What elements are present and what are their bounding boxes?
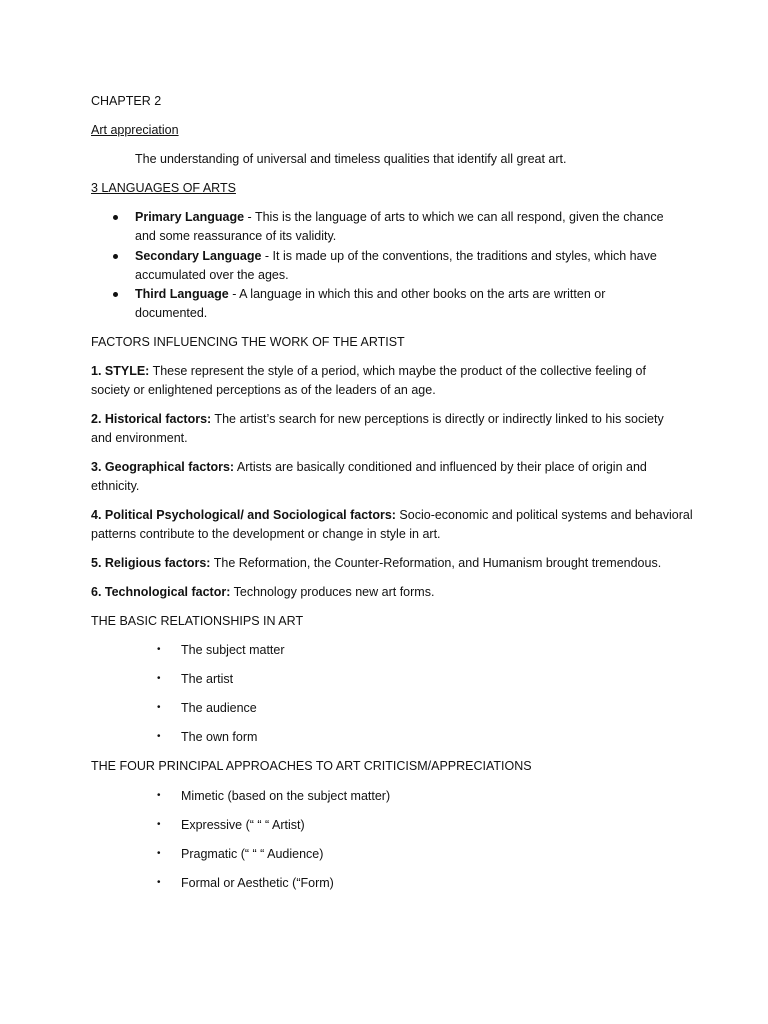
factor-term: 3. Geographical factors:: [91, 460, 235, 474]
factors-heading: FACTORS INFLUENCING THE WORK OF THE ARTIST: [91, 335, 405, 349]
list-item-continuation: documented.: [135, 306, 208, 320]
factor-term: 4. Political Psychological/ and Sociological factors:: [91, 508, 396, 522]
factor-desc: Artists are basically conditioned and influenced by their place of origin and: [234, 460, 647, 474]
chapter-title: CHAPTER 2: [91, 94, 162, 108]
factor-continuation: and environment.: [91, 431, 188, 445]
bullet-icon: •: [157, 848, 161, 859]
art-appreciation-definition: The understanding of universal and timeless qualities that identify all great art.: [135, 152, 567, 166]
factor-desc: Technology produces new art forms.: [230, 585, 435, 599]
list-item: Formal or Aesthetic (“Form): [181, 876, 334, 890]
bullet-icon: [113, 215, 118, 220]
art-appreciation-heading: Art appreciation: [91, 123, 179, 137]
bullet-icon: •: [157, 790, 161, 801]
factor-term: 5. Religious factors:: [91, 556, 211, 570]
language-term: Secondary Language: [135, 249, 262, 263]
list-item: [135, 247, 657, 266]
factor-desc: Socio-economic and political systems and behavioral: [395, 508, 693, 522]
list-item: The subject matter: [181, 643, 285, 657]
relationships-heading: THE BASIC RELATIONSHIPS IN ART: [91, 614, 304, 628]
approaches-heading: THE FOUR PRINCIPAL APPROACHES TO ART CRITICISM/APPRECIATIONS: [91, 759, 532, 773]
factor-item: [91, 362, 646, 381]
language-desc: - This is the language of arts to which we can all respond, given the chance: [244, 210, 664, 224]
factor-desc: The artist’s search for new perceptions is directly or indirectly linked to his society: [211, 412, 664, 426]
factor-item: [91, 410, 664, 429]
language-desc: - It is made up of the conventions, the traditions and styles, which have: [261, 249, 657, 263]
factor-item: [91, 583, 434, 602]
factor-desc: These represent the style of a period, which maybe the product of the collective feeling of: [149, 364, 646, 378]
list-item: [135, 285, 605, 304]
factor-item: [91, 458, 647, 477]
factor-desc: The Reformation, the Counter-Reformation, and Humanism brought tremendous.: [210, 556, 662, 570]
list-item: The artist: [181, 672, 234, 686]
factor-continuation: ethnicity.: [91, 479, 140, 493]
factor-item: [91, 554, 661, 573]
language-term: Primary Language: [135, 210, 245, 224]
list-item-continuation: and some reassurance of its validity.: [135, 229, 337, 243]
bullet-icon: •: [157, 731, 161, 742]
bullet-icon: •: [157, 702, 161, 713]
factor-term: 2. Historical factors:: [91, 412, 212, 426]
list-item: [135, 208, 664, 227]
language-desc: - A language in which this and other books on the arts are written or: [228, 287, 606, 301]
factor-item: [91, 506, 693, 525]
list-item: Mimetic (based on the subject matter): [181, 789, 391, 803]
list-item: Pragmatic (“ “ “ Audience): [181, 847, 324, 861]
factor-continuation: patterns contribute to the development or change in style in art.: [91, 527, 441, 541]
language-term: Third Language: [135, 287, 229, 301]
list-item: The audience: [181, 701, 257, 715]
factor-continuation: society or enlightened perceptions as of the leaders of an age.: [91, 383, 436, 397]
list-item: The own form: [181, 730, 258, 744]
bullet-icon: [113, 254, 118, 259]
bullet-icon: •: [157, 673, 161, 684]
bullet-icon: •: [157, 644, 161, 655]
factor-term: 1. STYLE:: [91, 364, 150, 378]
bullet-icon: •: [157, 819, 161, 830]
factor-term: 6. Technological factor:: [91, 585, 231, 599]
list-item: Expressive (“ “ “ Artist): [181, 818, 305, 832]
list-item-continuation: accumulated over the ages.: [135, 268, 289, 282]
bullet-icon: •: [157, 877, 161, 888]
languages-heading: 3 LANGUAGES OF ARTS: [91, 181, 236, 195]
bullet-icon: [113, 292, 118, 297]
